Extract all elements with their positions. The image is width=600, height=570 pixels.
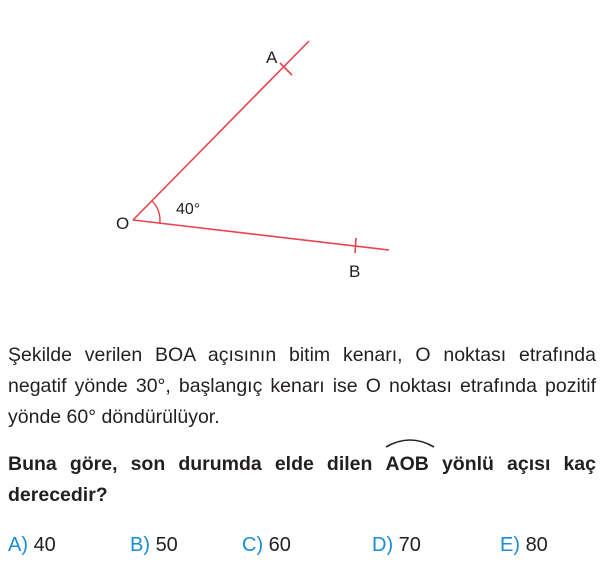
option-letter: C) (242, 534, 264, 556)
angle-label: 40° (176, 201, 201, 218)
option-letter: B) (130, 534, 150, 556)
ray-ob (133, 220, 389, 250)
question-statement (8, 449, 596, 511)
angle-name: AOB (385, 453, 429, 475)
option-letter: E) (500, 534, 520, 556)
directed-angle-aob (386, 449, 429, 480)
option-letter: A) (8, 534, 28, 556)
question-text-end: yönlü açısı kaç derecedir? (8, 453, 596, 506)
point-label-a: A (266, 48, 278, 67)
option-value: 60 (268, 534, 291, 556)
point-label-b: B (349, 262, 361, 281)
option-d[interactable] (372, 534, 421, 557)
point-label-o: O (116, 214, 130, 233)
option-a[interactable] (8, 534, 56, 557)
problem-statement: Şekilde verilen BOA açısının bitim kenarı, O noktası etrafında negatif yönde 30°, başlangıç kenarı ise O noktası etrafında pozitif yönde 60° döndürülüyor. (8, 344, 596, 428)
question-text-start: Buna göre, son durumda elde dilen (8, 453, 386, 475)
arc-overline-icon (384, 435, 436, 449)
angle-arc (152, 201, 160, 223)
tick-b (355, 238, 356, 253)
ray-oa (133, 41, 309, 220)
answer-options (0, 534, 600, 564)
option-value: 50 (155, 534, 178, 556)
option-value: 40 (33, 534, 56, 556)
option-value: 80 (525, 534, 548, 556)
option-c[interactable] (242, 534, 291, 557)
option-e[interactable] (500, 534, 548, 557)
option-value: 70 (398, 534, 421, 556)
option-b[interactable] (130, 534, 178, 557)
option-letter: D) (372, 534, 394, 556)
